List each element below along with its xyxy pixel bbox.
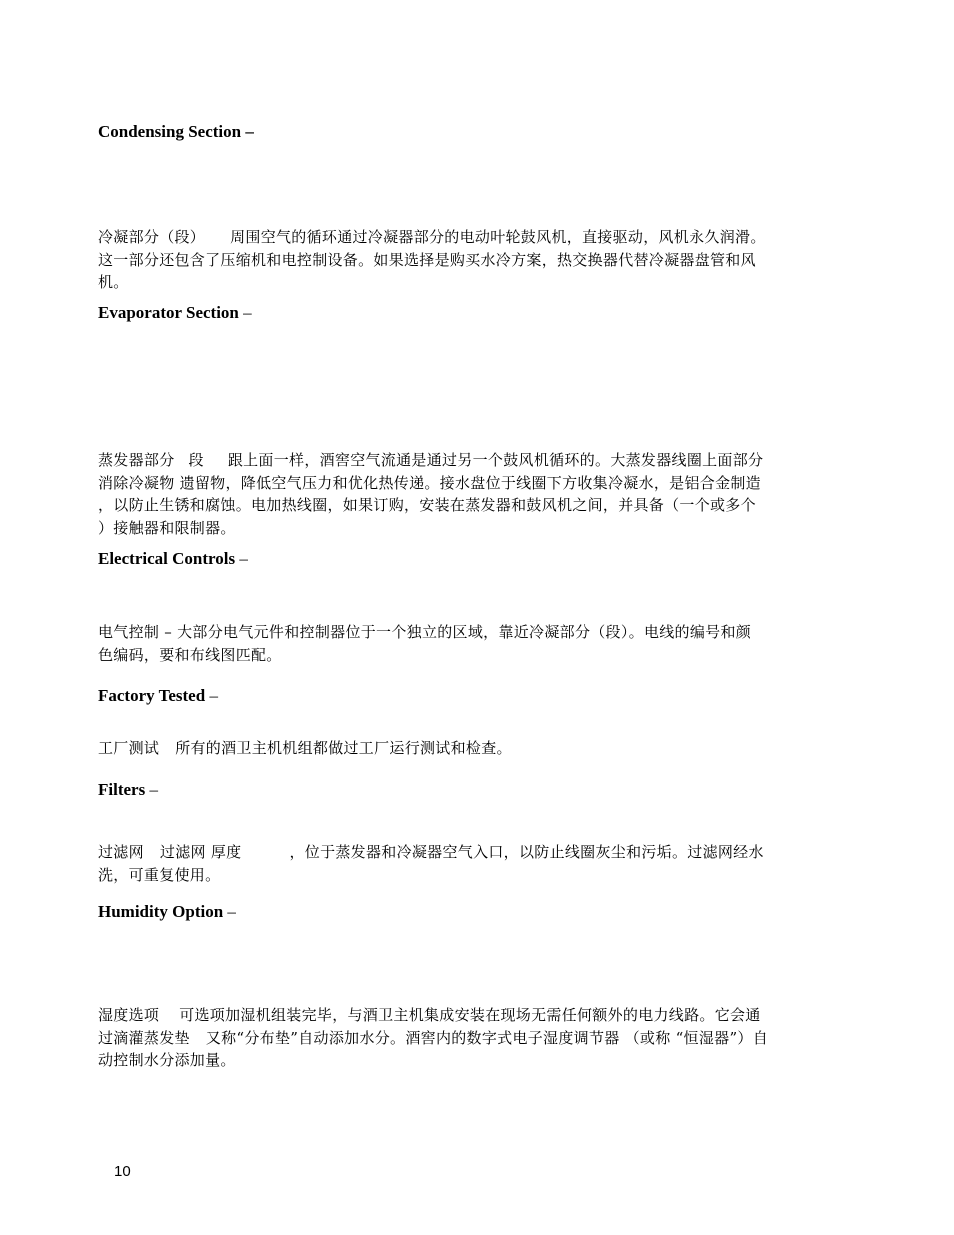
heading-humidity-option bbox=[98, 902, 236, 922]
text-run: 过滤网 bbox=[98, 843, 144, 861]
paragraph-line bbox=[98, 449, 844, 472]
paragraph-line bbox=[98, 1004, 844, 1027]
text-run: 蒸发器部分 bbox=[98, 451, 175, 469]
paragraph-line bbox=[98, 494, 844, 517]
heading-evaporator-section bbox=[98, 303, 252, 323]
text-run: 色编码，要和布线图匹配。 bbox=[98, 645, 282, 664]
heading-text: Filters bbox=[98, 780, 146, 799]
text-run: 可选项加湿机组装完毕，与酒卫主机集成安装在现场无需任何额外的电力线路。它会通 bbox=[179, 1006, 761, 1024]
heading-dash: – bbox=[227, 902, 236, 921]
heading-dash: – bbox=[243, 303, 252, 322]
heading-text: Electrical Controls bbox=[98, 549, 236, 568]
text-run: 周围空气的循环通过冷凝器部分的电动叶轮鼓风机，直接驱动，风机永久润滑。 bbox=[230, 228, 766, 246]
paragraph-line bbox=[98, 621, 844, 644]
paragraph-line bbox=[98, 271, 844, 294]
paragraph-line bbox=[98, 226, 844, 249]
text-run: 电气控制 – 大部分电气元件和控制器位于一个独立的区域，靠近冷凝部分（段）。电线的编号和颜 bbox=[98, 623, 752, 641]
text-run: 过滤网 厚度 bbox=[159, 843, 242, 861]
text-run: 消除冷凝物 遗留物，降低空气压力和优化热传递。接水盘位于线圈下方收集冷凝水，是铝合金制造 bbox=[98, 473, 761, 492]
text-run: 洗，可重复使用。 bbox=[98, 865, 221, 884]
heading-dash: – bbox=[209, 686, 218, 705]
text-run: 机。 bbox=[98, 273, 129, 291]
paragraph-line bbox=[98, 249, 844, 272]
heading-condensing-section bbox=[98, 122, 254, 142]
heading-dash: – bbox=[149, 780, 158, 799]
text-run: ，位于蒸发器和冷凝器空气入口，以防止线圈灰尘和污垢。过滤网经水 bbox=[289, 843, 764, 861]
heading-text: Factory Tested bbox=[98, 686, 206, 705]
heading-text: Humidity Option bbox=[98, 902, 224, 921]
text-run: 湿度选项 bbox=[98, 1006, 160, 1024]
paragraph-line bbox=[98, 737, 844, 760]
text-run: 段 bbox=[188, 451, 204, 469]
text-run: 又称“分布垫”自动添加水分。酒窖内的数字式电子湿度调节器 （或称 “恒湿器”）自 bbox=[205, 1028, 769, 1047]
paragraph-line bbox=[98, 1049, 844, 1072]
heading-text: Condensing Section bbox=[98, 122, 242, 141]
page-number: 10 bbox=[114, 1163, 131, 1180]
paragraph-line bbox=[98, 517, 844, 540]
heading-electrical-controls bbox=[98, 549, 248, 569]
text-run: 所有的酒卫主机机组都做过工厂运行测试和检查。 bbox=[175, 739, 512, 757]
paragraph-line bbox=[98, 1027, 844, 1050]
text-run: ，以防止生锈和腐蚀。电加热线圈，如果订购，安装在蒸发器和鼓风机之间，并具备（一个或多个 bbox=[98, 496, 756, 514]
paragraph-line bbox=[98, 864, 844, 887]
paragraph-electrical-controls bbox=[98, 621, 844, 666]
paragraph-filters bbox=[98, 841, 844, 886]
text-run: 过滴灌蒸发垫 bbox=[98, 1028, 190, 1047]
paragraph-line bbox=[98, 644, 844, 667]
text-run: ）接触器和限制器。 bbox=[98, 518, 236, 537]
heading-filters bbox=[98, 780, 158, 800]
paragraph-condensing-section bbox=[98, 226, 844, 294]
text-run: 动控制水分添加量。 bbox=[98, 1051, 236, 1069]
text-run: 这一部分还包含了压缩机和电控制设备。如果选择是购买水冷方案，热交换器代替冷凝器盘管和风 bbox=[98, 250, 756, 269]
text-run: 工厂测试 bbox=[98, 739, 160, 757]
paragraph-factory-tested bbox=[98, 737, 844, 760]
paragraph-line bbox=[98, 472, 844, 495]
paragraph-line bbox=[98, 841, 844, 864]
text-run: 冷凝部分（段） bbox=[98, 228, 206, 246]
heading-text: Evaporator Section bbox=[98, 303, 239, 322]
text-run: 跟上面一样，酒窖空气流通是通过另一个鼓风机循环的。大蒸发器线圈上面部分 bbox=[227, 451, 764, 469]
paragraph-evaporator-section bbox=[98, 449, 844, 539]
paragraph-humidity-option bbox=[98, 1004, 844, 1072]
heading-dash: – bbox=[245, 122, 254, 141]
heading-factory-tested bbox=[98, 686, 218, 706]
heading-dash: – bbox=[239, 549, 248, 568]
